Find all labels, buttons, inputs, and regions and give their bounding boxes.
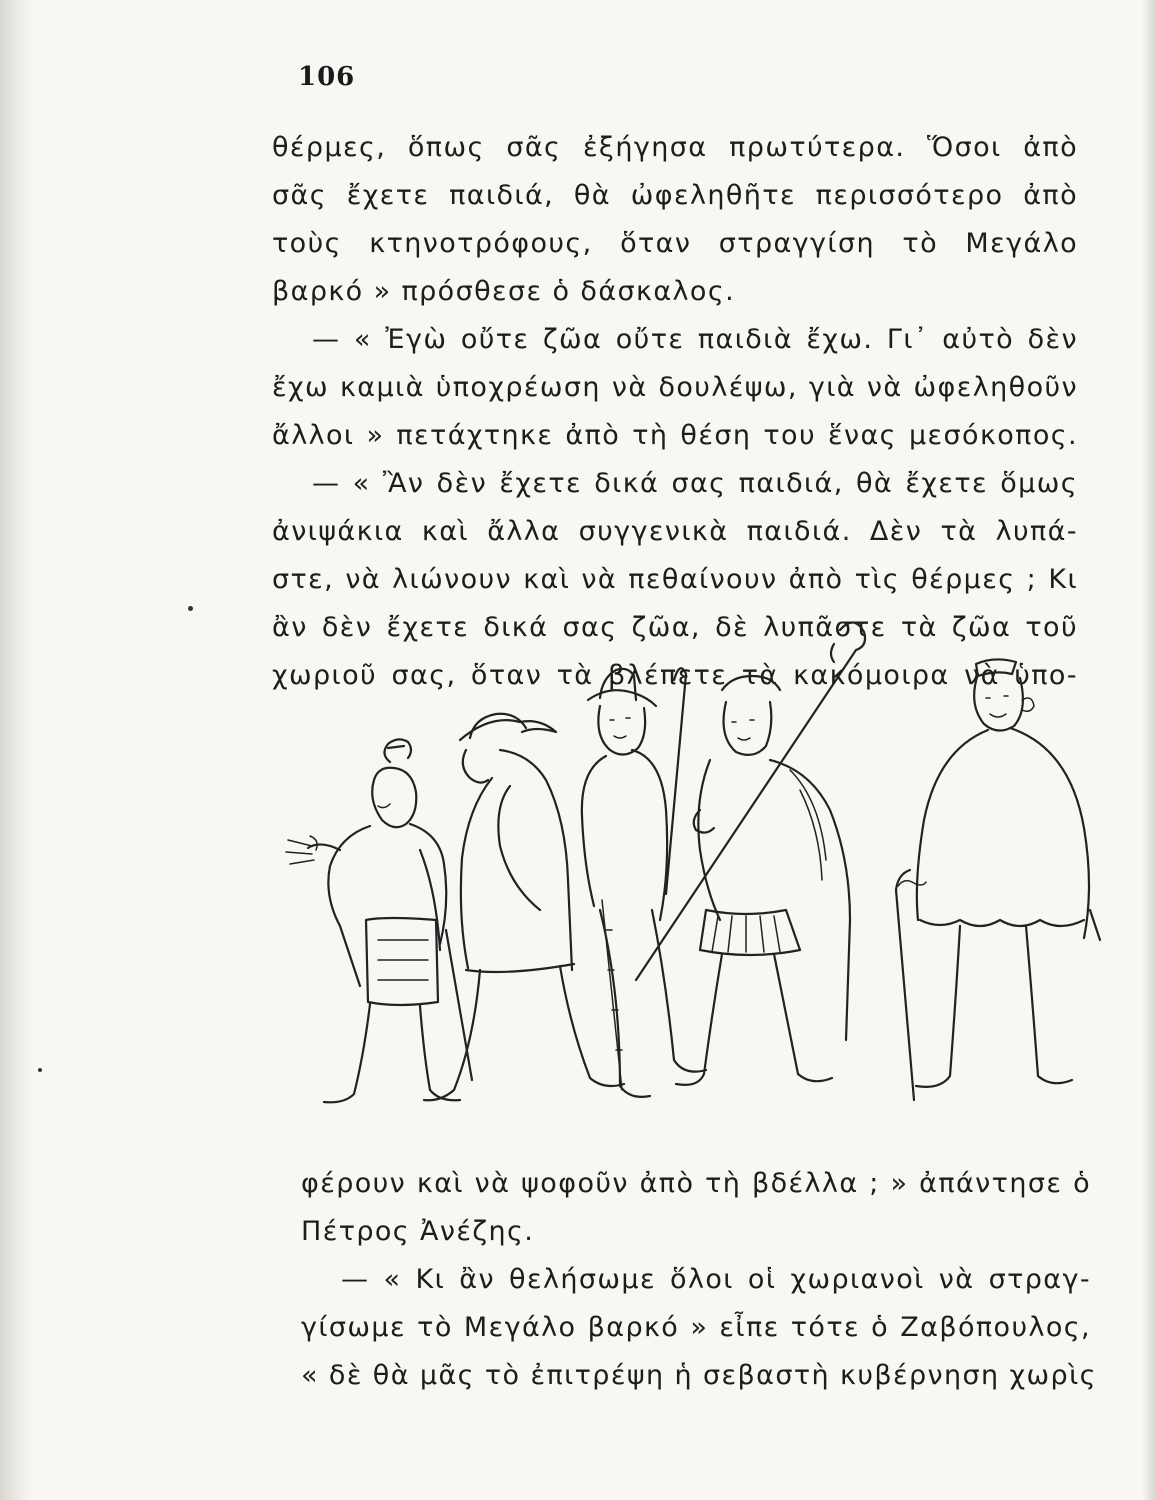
villagers-illustration [270,610,1110,1130]
villager-figure-5 [896,659,1100,1100]
text-line: γίσωμε τὸ Μεγάλο βαρκό » εἶπε τότε ὁ Ζαβόπουλος, [301,1312,1091,1343]
text-line: ἂν δὲν ἔχετε δικά σας ζῶα, δὲ λυπᾶστε τὰ ζῶα τοῦ [272,612,1078,643]
villager-figure-1 [286,739,472,1102]
text-line: σᾶς ἔχετε παιδιά, θὰ ὠφεληθῆτε περισσότερο ἀπὸ [272,180,1078,211]
text-line: — « Ἐγὼ οὔτε ζῶα οὔτε παιδιὰ ἔχω. Γι᾽ αὐτὸ δὲν [312,324,1078,355]
ink-speck [38,1068,42,1072]
villagers-drawing [270,610,1110,1130]
page-number: 106 [298,62,356,92]
text-line: — « Κι ἂν θελήσωμε ὅλοι οἱ χωριανοὶ νὰ στραγ- [341,1264,1091,1295]
text-line: τοὺς κτηνοτρόφους, ὅταν στραγγίση τὸ Μεγάλο [272,228,1078,259]
text-line: θέρμες, ὅπως σᾶς ἐξήγησα πρωτύτερα. Ὅσοι ἀπὸ [272,132,1078,163]
text-line: ἀνιψάκια καὶ ἄλλα συγγενικὰ παιδιά. Δὲν τὰ λυπά- [272,516,1078,547]
text-line: βαρκό » πρόσθεσε ὁ δάσκαλος. [272,276,736,307]
villager-figure-3 [582,668,706,1097]
text-line: « δὲ θὰ μᾶς τὸ ἐπιτρέψη ἡ σεβαστὴ κυβέρνηση χωρὶς [301,1360,1097,1391]
ink-speck [188,606,193,611]
page-right-edge [1142,0,1156,1500]
text-line: ἄλλοι » πετάχτηκε ἀπὸ τὴ θέση του ἕνας μεσόκοπος. [272,420,1078,451]
text-line: ἔχω καμιὰ ὑποχρέωση νὰ δουλέψω, γιὰ νὰ ὠφεληθοῦν [272,372,1078,403]
text-line: χωριοῦ σας, ὅταν τὰ βλέπετε τὰ κακόμοιρα νὰ ὑπο- [272,660,1078,691]
body-text-bottom [301,1160,1097,1400]
text-line: — « Ἂν δὲν ἔχετε δικά σας παιδιά, θὰ ἔχετε ὅμως [312,468,1078,499]
text-line: Πέτρος Ἀνέζης. [301,1216,535,1247]
text-line: στε, νὰ λιώνουν καὶ νὰ πεθαίνουν ἀπὸ τὶς θέρμες ; Κι [272,564,1078,595]
text-line: φέρουν καὶ νὰ ψοφοῦν ἀπὸ τὴ βδέλλα ; » ἀπάντησε ὁ [301,1168,1091,1199]
binding-gutter-shadow [0,0,34,1500]
